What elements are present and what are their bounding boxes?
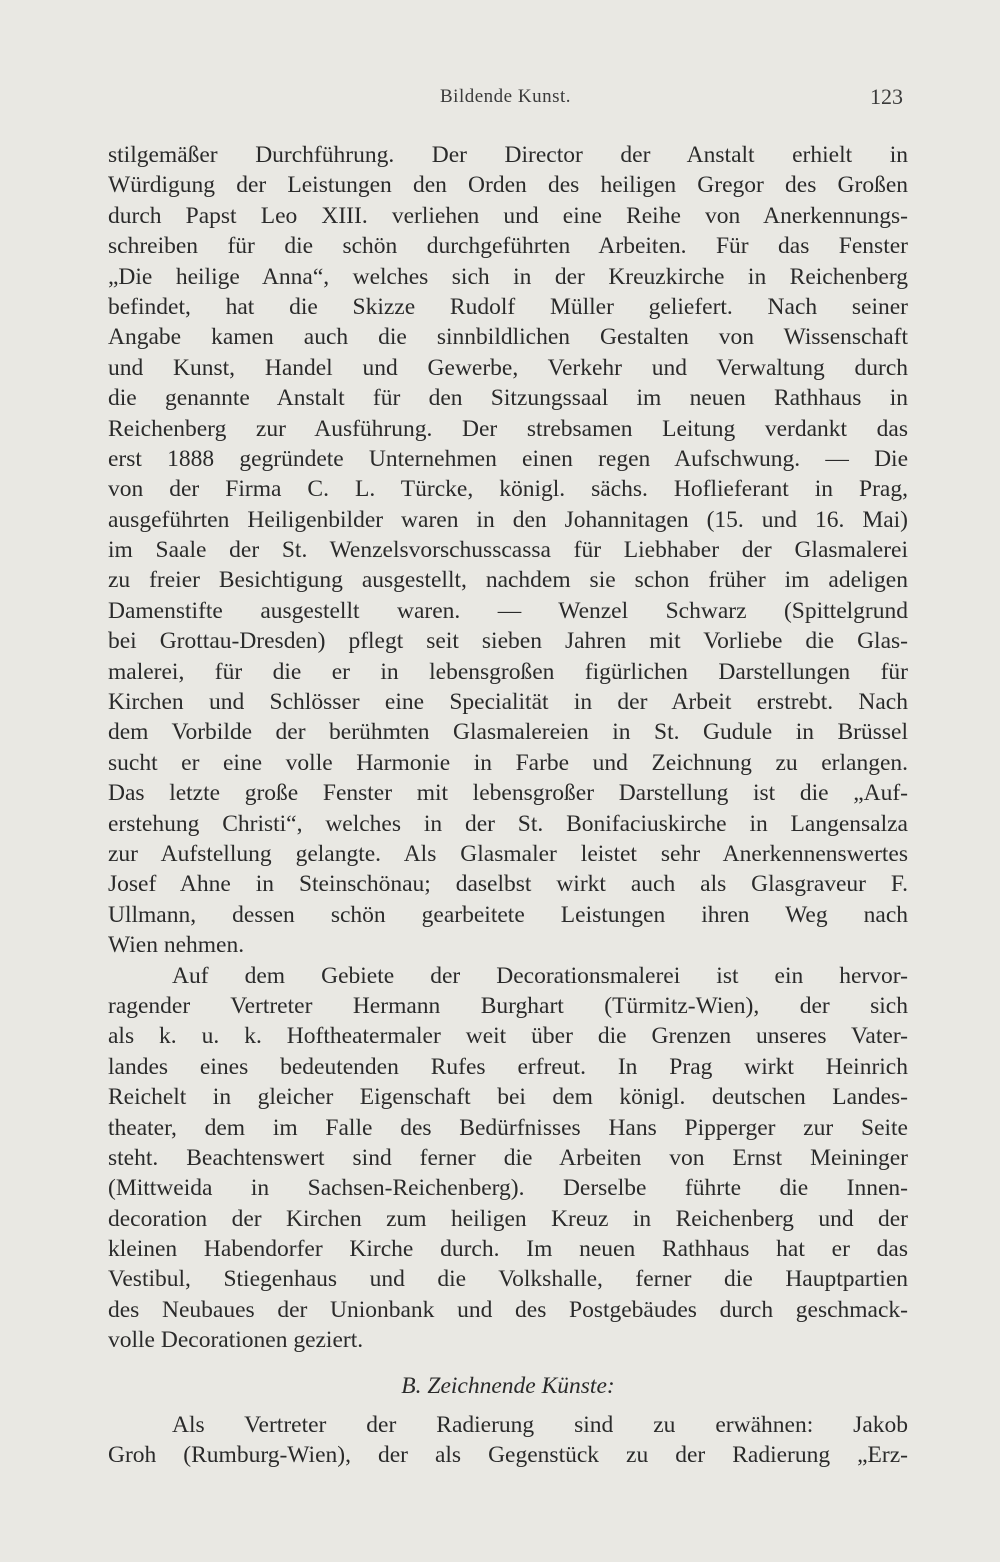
paragraph-glass-painting [108, 140, 908, 961]
text-line: landes eines bedeutenden Rufes erfreut. In Prag wirkt Heinrich [108, 1053, 908, 1080]
text-line: theater, dem im Falle des Bedürfnisses Hans Pipperger zur Seite [108, 1114, 908, 1141]
text-line: von der Firma C. L. Türcke, königl. sächs. Hoflieferant in Prag, [108, 476, 908, 503]
text-line: volle Decorationen geziert. [108, 1327, 364, 1354]
text-line: malerei, für die er in lebensgroßen figürlichen Darstellungen für [108, 658, 908, 685]
text-line: „Die heilige Anna“, welches sich in der Kreuzkirche in Reichenberg [108, 263, 908, 290]
text-line: Ullmann, dessen schön gearbeitete Leistungen ihren Weg nach [108, 901, 908, 928]
text-line: Würdigung der Leistungen den Orden des heiligen Gregor des Großen [108, 172, 908, 199]
text-line: Damenstifte ausgestellt waren. — Wenzel Schwarz (Spittelgrund [108, 597, 908, 624]
text-line: erstehung Christi“, welches in der St. Bonifaciuskirche in Langensalza [108, 810, 908, 837]
text-line: decoration der Kirchen zum heiligen Kreuz in Reichenberg und der [108, 1205, 908, 1232]
text-line: dem Vorbilde der berühmten Glasmalereien in St. Gudule in Brüssel [108, 719, 908, 746]
text-line: Als Vertreter der Radierung sind zu erwähnen: Jakob [172, 1411, 908, 1438]
text-line: Groh (Rumburg-Wien), der als Gegenstück zu der Radierung „Erz- [108, 1442, 908, 1469]
text-line: (Mittweida in Sachsen-Reichenberg). Derselbe führte die Innen- [108, 1175, 908, 1202]
text-line: im Saale der St. Wenzelsvorschusscassa für Liebhaber der Glasmalerei [108, 537, 908, 564]
text-line: kleinen Habendorfer Kirche durch. Im neuen Rathhaus hat er das [108, 1236, 908, 1263]
running-head: Bildende Kunst. [440, 86, 571, 107]
page-body [108, 140, 908, 1470]
text-line: des Neubaues der Unionbank und des Postgebäudes durch geschmack- [108, 1296, 908, 1323]
text-line: ragender Vertreter Hermann Burghart (Türmitz-Wien), der sich [108, 992, 908, 1019]
text-line: Wien nehmen. [108, 932, 245, 959]
text-line: Reichelt in gleicher Eigenschaft bei dem königl. deutschen Landes- [108, 1084, 908, 1111]
text-line: Angabe kamen auch die sinnbildlichen Gestalten von Wissenschaft [108, 324, 908, 351]
text-line: Das letzte große Fenster mit lebensgroßer Darstellung ist die „Auf- [108, 780, 908, 807]
text-line: als k. u. k. Hoftheatermaler weit über die Grenzen unseres Vater- [108, 1023, 908, 1050]
text-line: die genannte Anstalt für den Sitzungssaal im neuen Rathhaus in [108, 385, 908, 412]
text-line: stilgemäßer Durchführung. Der Director der Anstalt erhielt in [108, 142, 908, 168]
paragraph-decoration-painting [108, 961, 908, 1356]
text-line: befindet, hat die Skizze Rudolf Müller geliefert. Nach seiner [108, 293, 908, 320]
text-line: Josef Ahne in Steinschönau; daselbst wirkt auch als Glasgraveur F. [108, 871, 908, 898]
text-line: durch Papst Leo XIII. verliehen und eine Reihe von Anerkennungs- [108, 202, 908, 229]
text-line: Auf dem Gebiete der Decorationsmalerei ist ein hervor- [172, 962, 908, 989]
page-header [108, 86, 903, 116]
text-line: zu freier Besichtigung ausgestellt, nachdem sie schon früher im adeligen [108, 567, 908, 594]
text-line: sucht er eine volle Harmonie in Farbe und Zeichnung zu erlangen. [108, 749, 908, 776]
text-line: Reichenberg zur Ausführung. Der strebsamen Leitung verdankt das [108, 415, 908, 442]
text-line: und Kunst, Handel und Gewerbe, Verkehr und Verwaltung durch [108, 354, 908, 381]
text-line: zur Aufstellung gelangte. Als Glasmaler leistet sehr Anerkennenswertes [108, 840, 908, 867]
paragraph-etching [108, 1410, 908, 1471]
page-number: 123 [870, 84, 903, 109]
text-line: ausgeführten Heiligenbilder waren in den Johannitagen (15. und 16. Mai) [108, 506, 908, 533]
text-line: erst 1888 gegründete Unternehmen einen regen Aufschwung. — Die [108, 445, 908, 472]
section-heading: B. Zeichnende Künste: [401, 1372, 615, 1399]
text-line: schreiben für die schön durchgeführten Arbeiten. Für das Fenster [108, 233, 908, 260]
text-line: Vestibul, Stiegenhaus und die Volkshalle, ferner die Hauptpartien [108, 1266, 908, 1293]
text-line: Kirchen und Schlösser eine Specialität in der Arbeit erstrebt. Nach [108, 689, 908, 716]
text-line: bei Grottau-Dresden) pflegt seit sieben Jahren mit Vorliebe die Glas- [108, 628, 908, 655]
text-line: steht. Beachtenswert sind ferner die Arbeiten von Ernst Meininger [108, 1144, 908, 1171]
